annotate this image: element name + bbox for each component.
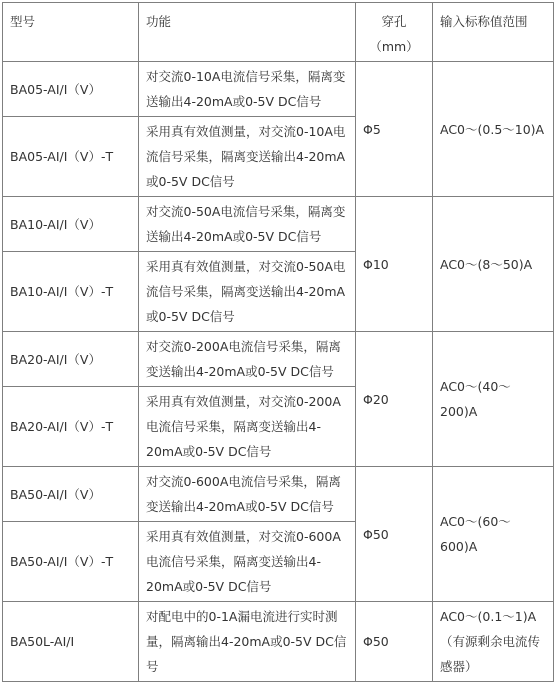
model-cell: BA05-AI/I（V）: [3, 62, 139, 117]
function-cell: 对交流0-10A电流信号采集，隔离变送输出4-20mA或0-5V DC信号: [139, 62, 356, 117]
header-hole-line1: 穿孔: [381, 14, 407, 29]
table-row: [3, 62, 554, 117]
range-cell: AC0～(8～50)A: [433, 197, 554, 332]
model-cell: BA10-AI/I（V）: [3, 197, 139, 252]
hole-cell: Φ20: [356, 332, 433, 467]
function-cell: 采用真有效值测量，对交流0-200A电流信号采集，隔离变送输出4-20mA或0-5V DC信号: [139, 387, 356, 467]
range-cell: AC0～(0.5～10)A: [433, 62, 554, 197]
function-cell: 对交流0-50A电流信号采集，隔离变送输出4-20mA或0-5V DC信号: [139, 197, 356, 252]
table-row: [3, 197, 554, 252]
hole-cell: Φ10: [356, 197, 433, 332]
table-row: [3, 467, 554, 522]
model-cell: BA50-AI/I（V）: [3, 467, 139, 522]
model-cell: BA20-AI/I（V）-T: [3, 387, 139, 467]
model-cell: BA20-AI/I（V）: [3, 332, 139, 387]
function-cell: 对配电中的0-1A漏电流进行实时测量，隔离输出4-20mA或0-5V DC信号: [139, 602, 356, 682]
function-cell: 对交流0-200A电流信号采集，隔离变送输出4-20mA或0-5V DC信号: [139, 332, 356, 387]
model-cell: BA50L-AI/I: [3, 602, 139, 682]
header-model: 型号: [3, 3, 139, 62]
range-cell: AC0～(40～200)A: [433, 332, 554, 467]
hole-cell: Φ50: [356, 602, 433, 682]
function-cell: 采用真有效值测量，对交流0-600A电流信号采集，隔离变送输出4-20mA或0-5V DC信号: [139, 522, 356, 602]
header-row: [3, 3, 554, 62]
range-cell: AC0～(0.1～1)A（有源剩余电流传感器）: [433, 602, 554, 682]
model-cell: BA10-AI/I（V）-T: [3, 252, 139, 332]
range-cell: AC0～(60～600)A: [433, 467, 554, 602]
table-row: [3, 332, 554, 387]
model-cell: BA05-AI/I（V）-T: [3, 117, 139, 197]
header-function: 功能: [139, 3, 356, 62]
model-cell: BA50-AI/I（V）-T: [3, 522, 139, 602]
hole-cell: Φ5: [356, 62, 433, 197]
function-cell: 采用真有效值测量，对交流0-50A电流信号采集，隔离变送输出4-20mA或0-5V DC信号: [139, 252, 356, 332]
product-spec-table: [2, 2, 554, 682]
table-row: [3, 602, 554, 682]
header-range: 输入标称值范围: [433, 3, 554, 62]
header-hole: [356, 3, 433, 62]
header-hole-line2: （mm）: [369, 39, 419, 54]
hole-cell: Φ50: [356, 467, 433, 602]
function-cell: 采用真有效值测量，对交流0-10A电流信号采集，隔离变送输出4-20mA或0-5V DC信号: [139, 117, 356, 197]
function-cell: 对交流0-600A电流信号采集，隔离变送输出4-20mA或0-5V DC信号: [139, 467, 356, 522]
